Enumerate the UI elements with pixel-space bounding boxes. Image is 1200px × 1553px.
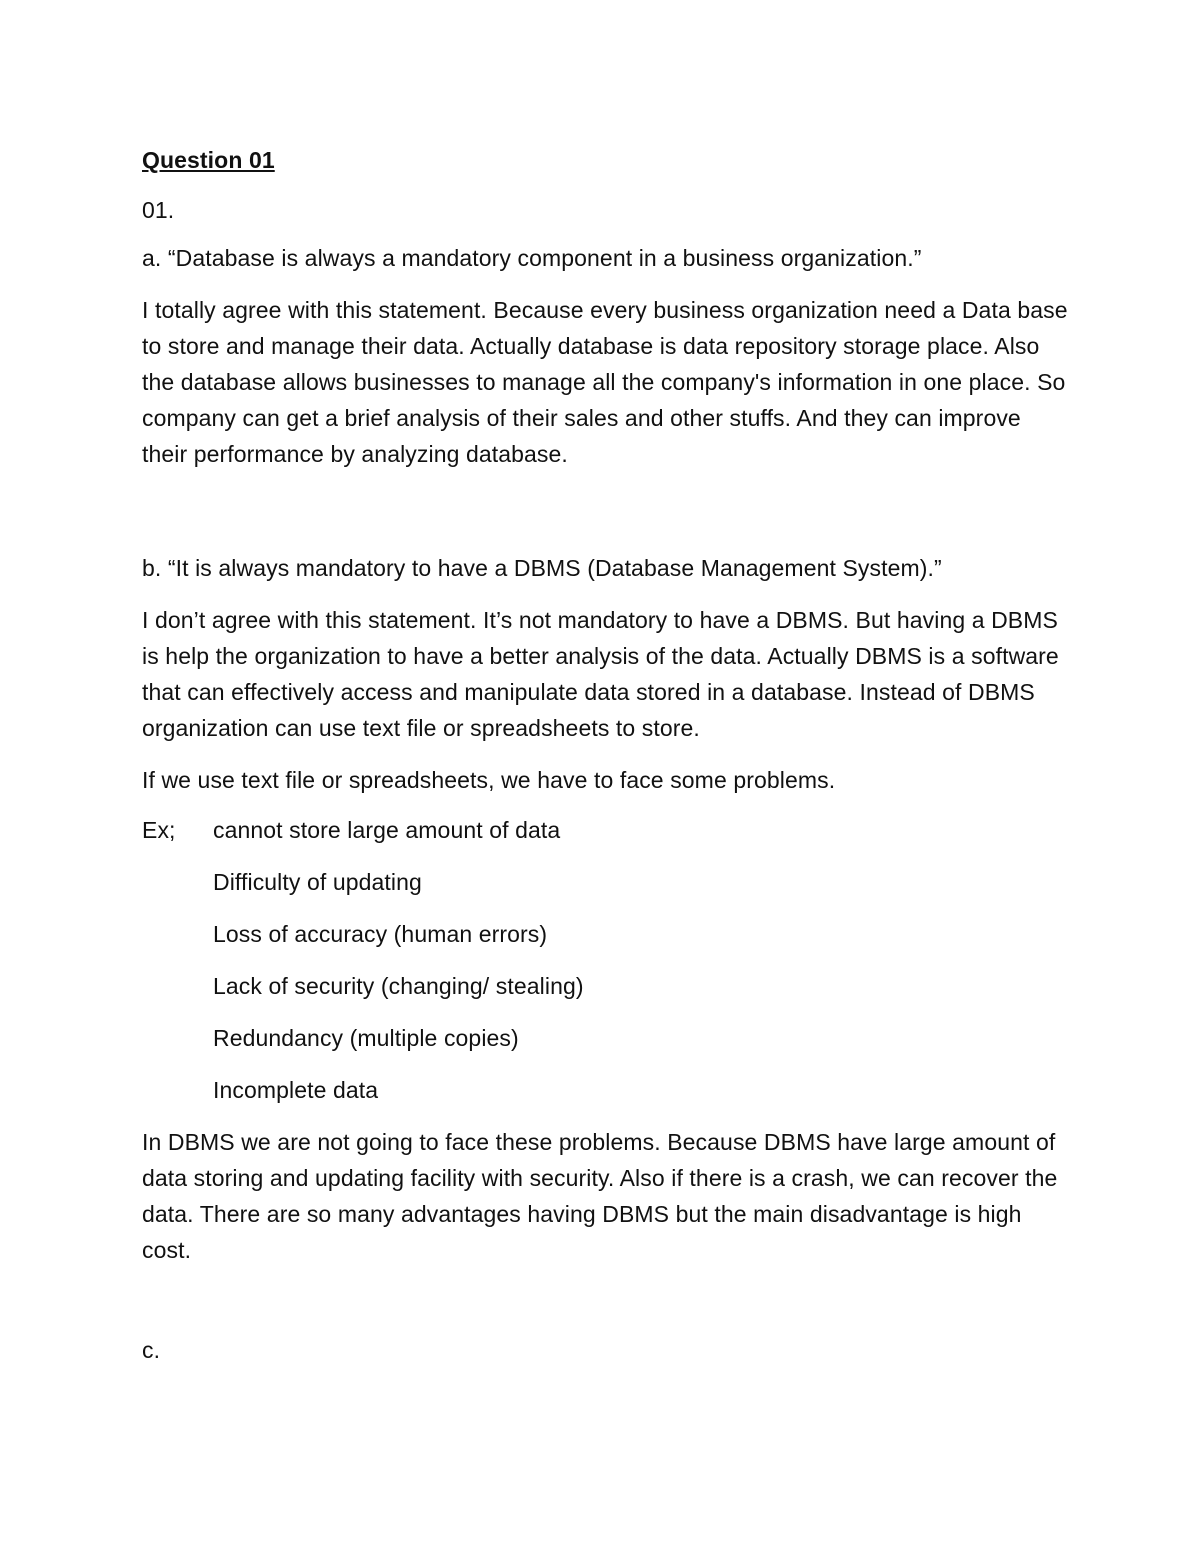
list-item: Incomplete data (213, 1077, 379, 1103)
part-b-answer: I don’t agree with this statement. It’s not mandatory to have a DBMS. But having a DBMS is help the organization to have a better analysis of the data. Actually DBMS is a software that can effectively access and manipulate data stored in a database. Instead of DBMS organization can use text file or spreadsheets to store. (142, 607, 1059, 741)
list-item: Lack of security (changing/ stealing) (213, 973, 584, 999)
list-item: cannot store large amount of data (213, 817, 561, 843)
ex-label: Ex; (142, 817, 176, 843)
list-item: Redundancy (multiple copies) (213, 1025, 519, 1051)
question-number: 01. (142, 197, 175, 223)
problems-list (213, 812, 584, 1124)
question-heading: Question 01 (142, 147, 275, 173)
part-b-conclusion: In DBMS we are not going to face these problems. Because DBMS have large amount of data storing and updating facility with security. Also if there is a crash, we can recover the data. There are so many advantages having DBMS but the main disadvantage is high cost. (142, 1129, 1058, 1263)
part-a-statement: a. “Database is always a mandatory component in a business organization.” (142, 245, 922, 271)
section-gap (142, 472, 1072, 534)
problems-intro: If we use text file or spreadsheets, we have to face some problems. (142, 767, 836, 793)
list-item: Difficulty of updating (213, 869, 422, 895)
part-b-statement: b. “It is always mandatory to have a DBMS (Database Management System).” (142, 555, 942, 581)
problems-list-block (142, 812, 1072, 1124)
list-item: Loss of accuracy (human errors) (213, 921, 548, 947)
part-a-answer: I totally agree with this statement. Because every business organization need a Data base to store and manage their data. Actually database is data repository storage place. Also the database allows businesses to manage all the company's information in one place. So company can get a brief analysis of their sales and other stuffs. And they can improve their performance by analyzing database. (142, 297, 1068, 467)
part-c-label: c. (142, 1337, 161, 1363)
document-body (142, 142, 1072, 1368)
